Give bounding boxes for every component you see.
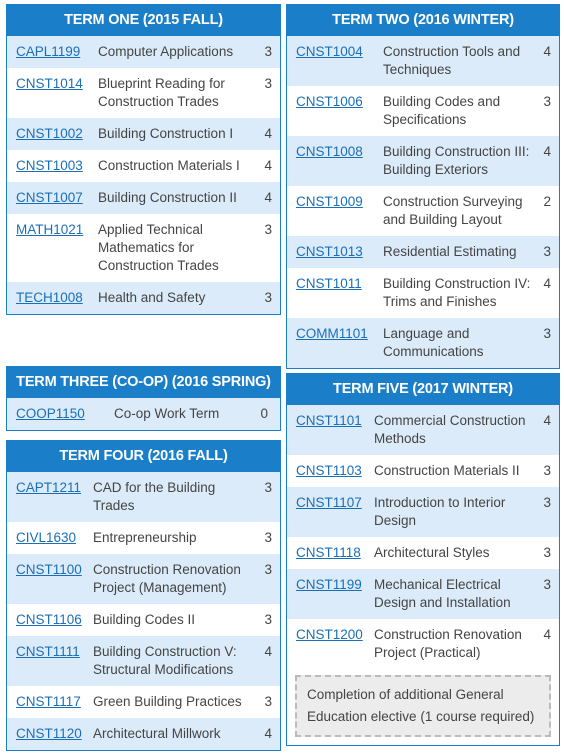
course-row [287, 405, 559, 455]
term-three-header: TERM THREE (CO-OP) (2016 SPRING) [7, 367, 280, 398]
course-title: Entrepreneurship [93, 530, 197, 545]
course-row [7, 398, 280, 430]
course-credits: 3 [264, 480, 272, 495]
course-row [7, 214, 280, 282]
course-code-link[interactable]: CNST1014 [16, 76, 83, 91]
course-row [7, 68, 280, 118]
course-title: Construction Surveying and Building Layout [383, 194, 523, 227]
course-credits: 3 [543, 577, 551, 592]
course-row [287, 537, 559, 569]
course-title: Construction Renovation Project (Practical) [374, 627, 522, 660]
course-row [7, 636, 280, 686]
course-row [287, 136, 559, 186]
course-title: Mechanical Electrical Design and Installation [374, 577, 511, 610]
course-row [7, 718, 280, 750]
course-credits: 4 [543, 276, 551, 291]
course-row [287, 36, 559, 86]
term-two-header: TERM TWO (2016 WINTER) [287, 5, 559, 36]
course-credits: 4 [543, 627, 551, 642]
course-code-link[interactable]: CNST1101 [296, 413, 362, 428]
course-row [287, 268, 559, 318]
course-title: CAD for the Building Trades [93, 480, 216, 513]
course-row [7, 182, 280, 214]
course-title: Construction Materials II [374, 463, 520, 478]
course-row [7, 150, 280, 182]
course-title: Green Building Practices [93, 694, 242, 709]
course-row [287, 619, 559, 669]
course-code-link[interactable]: CNST1009 [296, 194, 363, 209]
course-code-link[interactable]: TECH1008 [16, 290, 83, 305]
course-credits: 4 [543, 413, 551, 428]
course-credits: 3 [264, 44, 272, 59]
course-code-link[interactable]: CNST1111 [16, 644, 80, 659]
term-three-table [6, 366, 281, 431]
course-code-link[interactable]: CNST1117 [16, 694, 81, 709]
course-credits: 0 [260, 406, 268, 421]
course-credits: 3 [543, 94, 551, 109]
course-code-link[interactable]: CNST1200 [296, 627, 363, 642]
course-credits: 3 [264, 694, 272, 709]
course-row [7, 472, 280, 522]
course-credits: 3 [264, 290, 272, 305]
course-row [7, 554, 280, 604]
course-title: Blueprint Reading for Construction Trades [98, 76, 225, 109]
course-title: Commercial Construction Methods [374, 413, 526, 446]
course-code-link[interactable]: CNST1003 [16, 158, 83, 173]
course-credits: 3 [264, 222, 272, 237]
course-code-link[interactable]: CNST1106 [16, 612, 82, 627]
course-title: Building Construction II [98, 190, 237, 205]
course-row [7, 686, 280, 718]
course-credits: 3 [543, 244, 551, 259]
course-code-link[interactable]: CNST1007 [16, 190, 83, 205]
course-credits: 3 [264, 612, 272, 627]
course-title: Building Construction IV: Trims and Finishes [383, 276, 531, 309]
course-title: Co-op Work Term [114, 406, 220, 421]
course-row [287, 487, 559, 537]
course-code-link[interactable]: COOP1150 [16, 406, 85, 421]
course-code-link[interactable]: CIVL1630 [16, 530, 77, 545]
course-credits: 4 [264, 190, 272, 205]
term-five-header: TERM FIVE (2017 WINTER) [287, 374, 559, 405]
course-credits: 3 [543, 463, 551, 478]
course-code-link[interactable]: CAPT1211 [16, 480, 82, 495]
course-credits: 3 [543, 495, 551, 510]
course-code-link[interactable]: CNST1120 [16, 726, 82, 741]
term-one-header: TERM ONE (2015 FALL) [7, 5, 280, 36]
course-title: Building Construction I [98, 126, 234, 141]
course-credits: 3 [264, 562, 272, 577]
course-title: Building Construction III: Building Exteriors [383, 144, 530, 177]
course-title: Introduction to Interior Design [374, 495, 506, 528]
course-title: Building Codes II [93, 612, 196, 627]
term-one-table [6, 4, 281, 315]
course-code-link[interactable]: CAPL1199 [16, 44, 81, 59]
elective-note: Completion of additional General Education elective (1 course required) [295, 675, 551, 737]
course-title: Language and Communications [383, 326, 484, 359]
course-code-link[interactable]: CNST1103 [296, 463, 362, 478]
course-credits: 4 [264, 644, 272, 659]
course-row [287, 236, 559, 268]
course-row [7, 522, 280, 554]
course-row [287, 318, 559, 368]
course-code-link[interactable]: CNST1004 [296, 44, 363, 59]
term-five-table [286, 373, 560, 746]
course-credits: 4 [543, 44, 551, 59]
course-code-link[interactable]: CNST1118 [296, 545, 361, 560]
course-code-link[interactable]: CNST1011 [296, 276, 362, 291]
course-title: Applied Technical Mathematics for Construction Trades [98, 222, 219, 273]
course-credits: 3 [543, 326, 551, 341]
course-row [287, 455, 559, 487]
course-row [7, 282, 280, 314]
course-code-link[interactable]: CNST1100 [16, 562, 82, 577]
course-row [7, 36, 280, 68]
course-title: Building Construction V: Structural Modifications [93, 644, 237, 677]
course-row [7, 604, 280, 636]
course-credits: 3 [264, 530, 272, 545]
course-code-link[interactable]: CNST1013 [296, 244, 363, 259]
course-credits: 4 [264, 726, 272, 741]
course-credits: 4 [264, 158, 272, 173]
course-title: Architectural Millwork [93, 726, 221, 741]
course-code-link[interactable]: CNST1107 [296, 495, 362, 510]
course-row [287, 569, 559, 619]
course-title: Construction Renovation Project (Management) [93, 562, 241, 595]
course-code-link[interactable]: CNST1006 [296, 94, 363, 109]
course-code-link[interactable]: CNST1002 [16, 126, 83, 141]
term-four-header: TERM FOUR (2016 FALL) [7, 441, 280, 472]
course-title: Residential Estimating [383, 244, 517, 259]
course-code-link[interactable]: MATH1021 [16, 222, 84, 237]
course-title: Health and Safety [98, 290, 206, 305]
course-code-link[interactable]: CNST1199 [296, 577, 362, 592]
course-title: Computer Applications [98, 44, 234, 59]
course-title: Construction Tools and Techniques [383, 44, 521, 77]
course-credits: 4 [543, 144, 551, 159]
course-credits: 2 [543, 194, 551, 209]
course-title: Building Codes and Specifications [383, 94, 501, 127]
course-credits: 3 [543, 545, 551, 560]
course-row [287, 86, 559, 136]
course-row [7, 118, 280, 150]
course-title: Construction Materials I [98, 158, 240, 173]
term-two-table [286, 4, 560, 369]
course-title: Architectural Styles [374, 545, 490, 560]
course-credits: 3 [264, 76, 272, 91]
course-code-link[interactable]: COMM1101 [296, 326, 368, 341]
course-credits: 4 [264, 126, 272, 141]
course-code-link[interactable]: CNST1008 [296, 144, 363, 159]
term-four-table [6, 440, 281, 751]
course-row [287, 186, 559, 236]
